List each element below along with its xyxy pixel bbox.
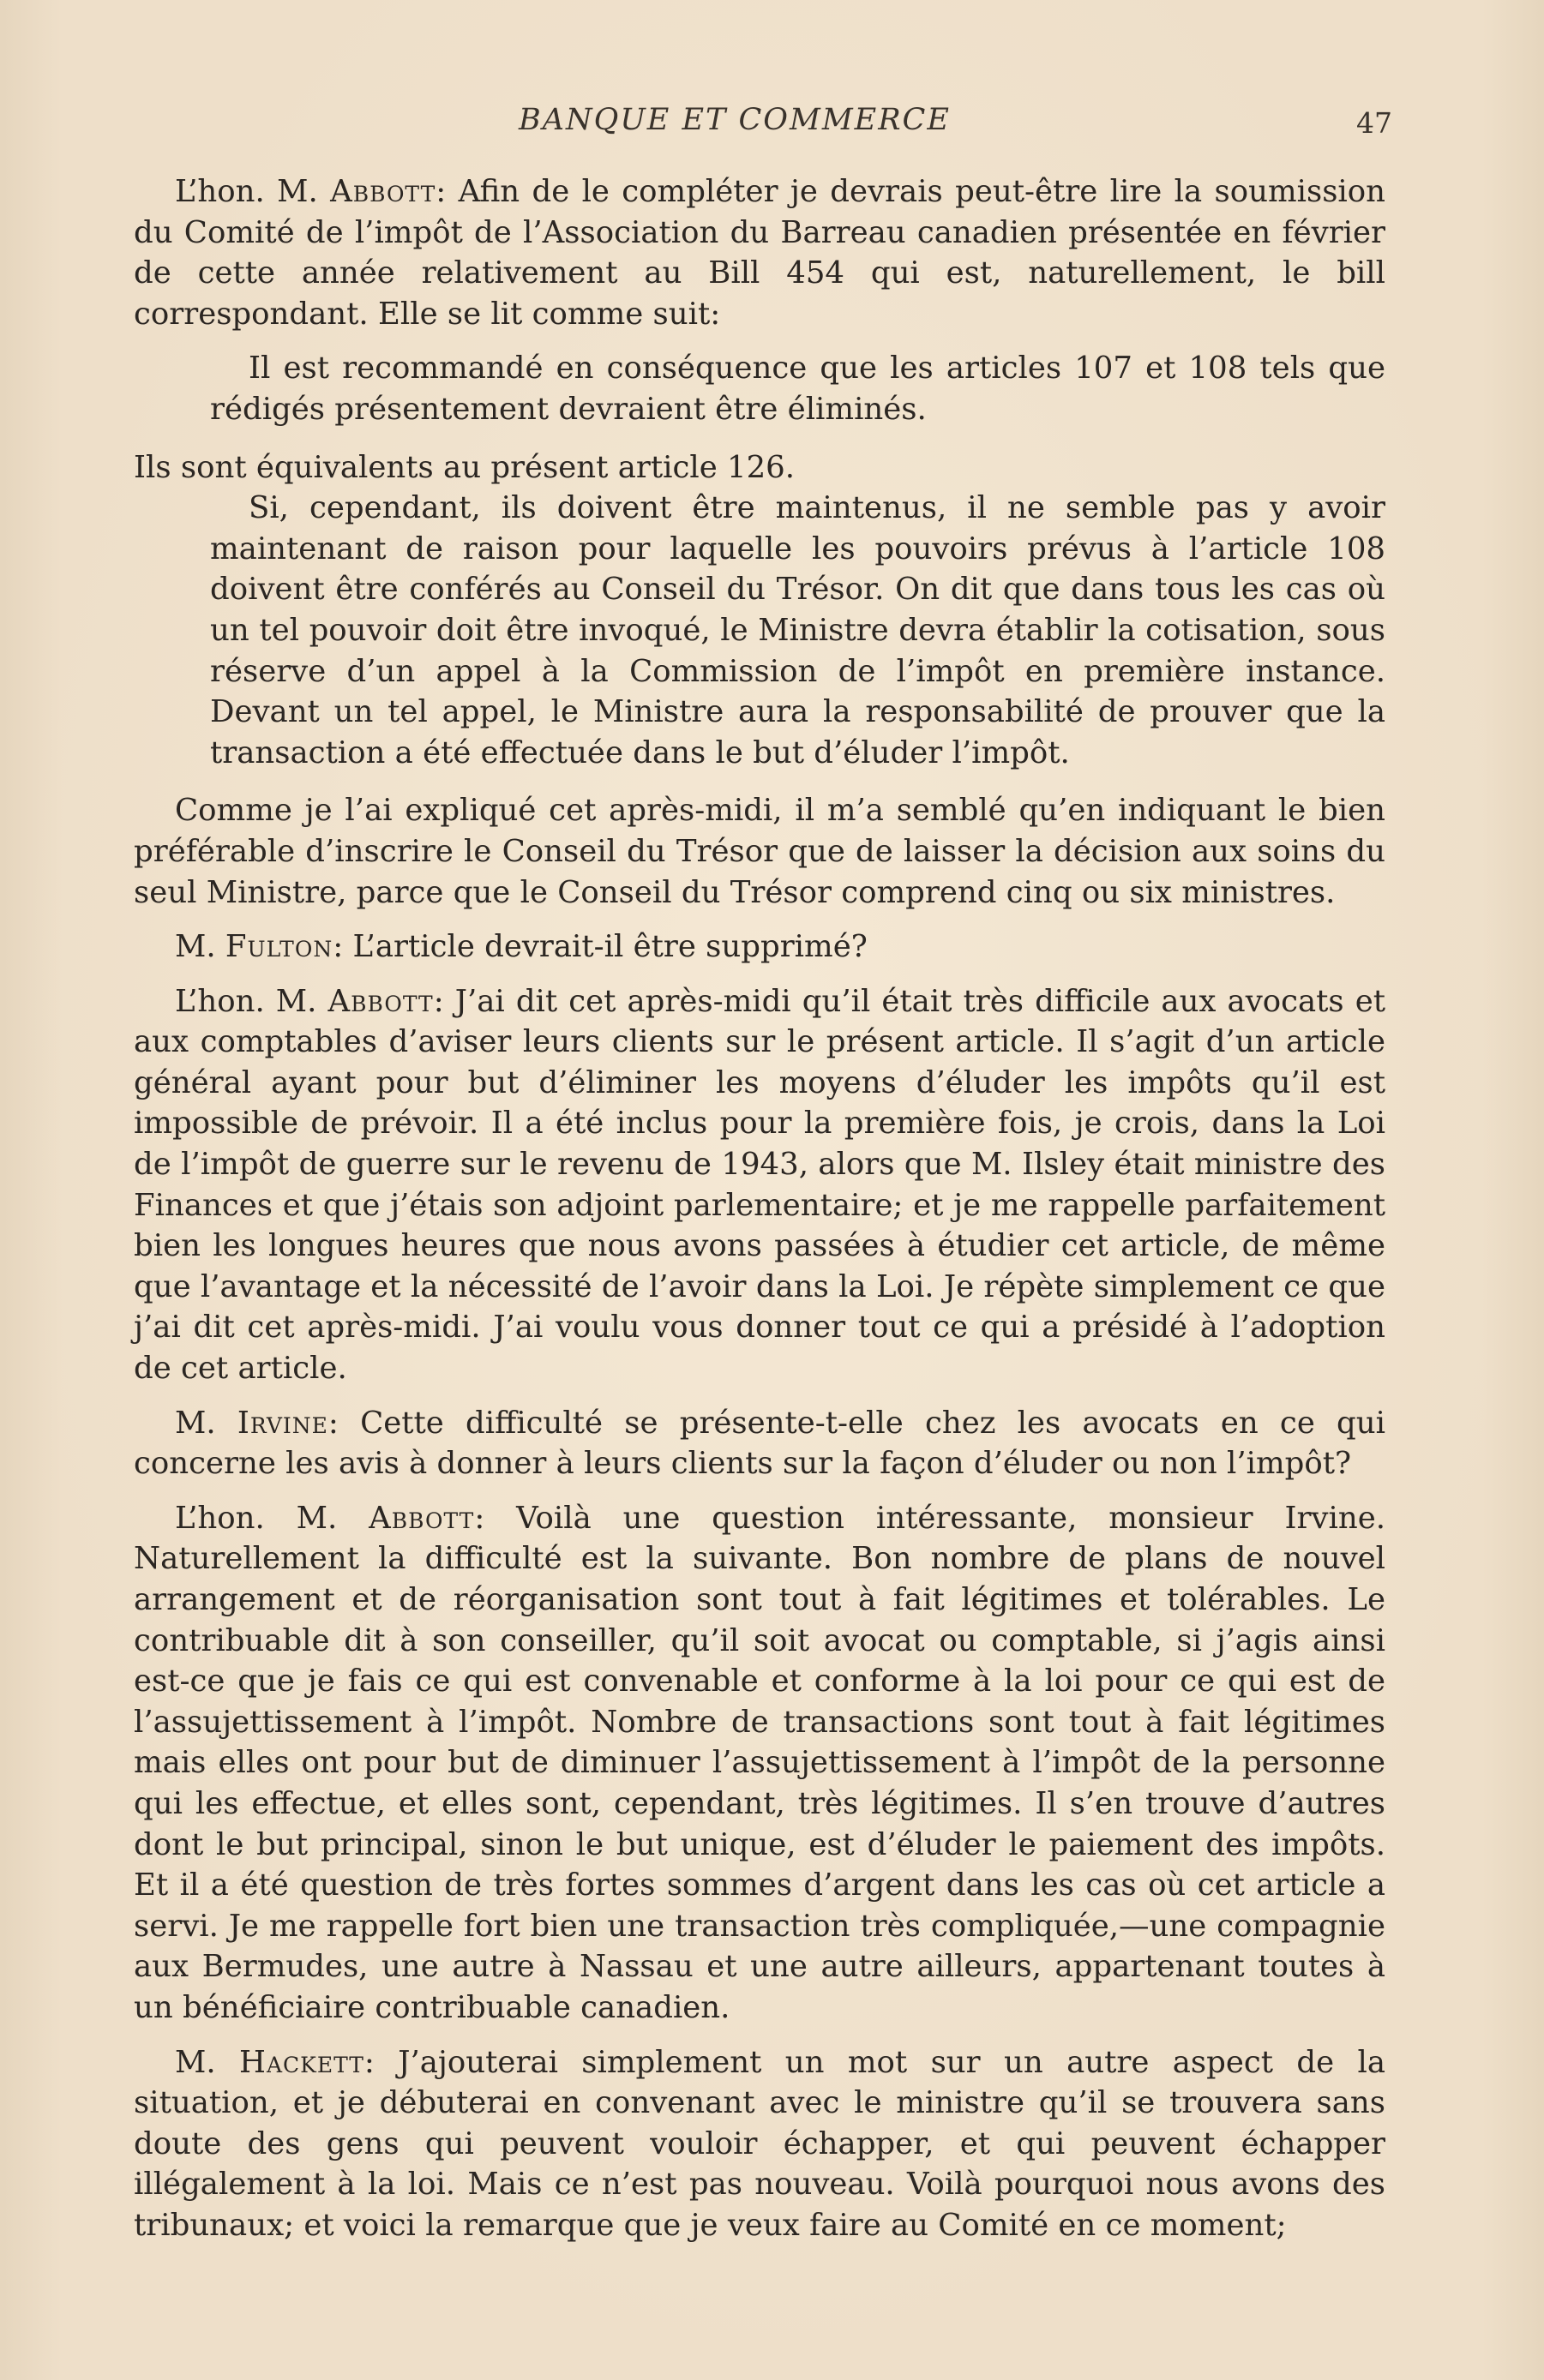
quoted-recommendation: Il est recommandé en conséquence que les articles 107 et 108 tels que rédigés présentement devraient être éliminés. [210,351,1385,427]
page-number: 47 [1356,106,1392,140]
paragraph-fulton [134,926,1385,968]
speaker-prefix: M. [175,929,225,965]
speaker-name: Hackett [239,2044,364,2080]
speaker-name: Abbott [369,1500,475,1536]
speaker-prefix: L’hon. M. [175,983,328,1019]
paragraph-abbott-3 [134,1498,1385,2029]
paragraph-text: : L’article devrait-il être supprimé? [333,929,868,965]
speaker-prefix: L’hon. M. [175,1500,369,1536]
speaker-name: Fulton [225,929,333,965]
running-title: BANQUE ET COMMERCE [519,103,951,137]
speaker-prefix: M. [175,2044,240,2080]
running-header [0,96,1544,147]
speaker-prefix: M. [175,1405,237,1441]
quoted-treasury-board: Si, cependant, ils doivent être maintenus, il ne semble pas y avoir maintenant de raison pour laquelle les pouvoirs prévus à l’article 108 doivent être conférés au Conseil du Trésor. On dit que dans tous les cas où un tel pouvoir doit être invoqué, le Ministre devra établir la cotisation, sous réserve d’un appel à la Commission de l’impôt en première instance. Devant un tel appel, le Ministre aura la responsabilité de prouver que la transaction a été effectuée dans le but d’éluder l’impôt. [210,490,1385,770]
text-body [134,171,1385,2246]
paragraph-text: : Voilà une question intéressante, monsieur Irvine. Naturellement la difficulté est la suivante. Bon nombre de plans de nouvel arrangement et de réorganisation sont tout à fait légitimes et tolérables. Le contribuable dit à son conseiller, qu’il soit avocat ou comptable, si j’agis ainsi est-ce que je fais ce qui est convenable et conforme à la loi pour ce qui est de l’assujettissement à l’impôt. Nombre de transactions sont tout à fait légitimes mais elles ont pour but de diminuer l’assujettissement à l’impôt de la personne qui les effectue, et elles sont, cependant, très légitimes. Il s’en trouve d’autres dont le but principal, sinon le but unique, est d’éluder le paiement des impôts. Et il a été question de très fortes sommes d’argent dans les cas où cet article a servi. Je me rappelle fort bien une transaction très compliquée,—une compagnie aux Bermudes, une autre à Nassau et une autre ailleurs, appartenant toutes à un bénéficiaire contribuable canadien. [134,1500,1385,2025]
paragraph-text: : J’ai dit cet après-midi qu’il était très difficile aux avocats et aux comptables d’aviser leurs clients sur le présent article. Il s’agit d’un article général ayant pour but d’éliminer les moyens d’éluder les impôts qu’il est impossible de prévoir. Il a été inclus pour la première fois, je crois, dans la Loi de l’impôt de guerre sur le revenu de 1943, alors que M. Ilsley était ministre des Finances et que j’étais son adjoint parlementaire; et je me rappelle parfaitement bien les longues heures que nous avons passées à étudier cet article, de même que l’avantage et la nécessité de l’avoir dans la Loi. Je répète simplement ce que j’ai dit cet après-midi. J’ai voulu vous donner tout ce qui a présidé à l’adoption de cet article. [134,983,1386,1387]
paragraph-abbott-2 [134,981,1385,1389]
speaker-name: Irvine [237,1405,328,1441]
speaker-name: Abbott [327,983,434,1019]
paragraph-equivalents: Ils sont équivalents au présent article 126. [134,449,796,485]
paragraph-abbott-1 [134,171,1385,334]
paragraph-text: : Afin de le compléter je devrais peut-être lire la soumission du Comité de l’impôt de l’Association du Barreau canadien présentée en février de cette année relativement au Bill 454 qui est, naturellement, le bill correspondant. Elle se lit comme suit: [134,174,1386,332]
paragraph-text: : J’ajouterai simplement un mot sur un autre aspect de la situation, et je débuterai en convenant avec le ministre qu’il se trouvera sans doute des gens qui peuvent vouloir échapper, et qui peuvent échapper illégalement à la loi. Mais ce n’est pas nouveau. Voilà pourquoi nous avons des tribunaux; et voici la remarque que je veux faire au Comité en ce moment; [134,2044,1385,2243]
paragraph-hackett [134,2042,1385,2246]
paragraph-irvine [134,1403,1385,1484]
paragraph-text: : Cette difficulté se présente-t-elle chez les avocats en ce qui concerne les avis à donner à leurs clients sur la façon d’éluder ou non l’impôt? [134,1405,1385,1482]
paragraph-explanation: Comme je l’ai expliqué cet après-midi, il m’a semblé qu’en indiquant le bien préférable d’inscrire le Conseil du Trésor que de laisser la décision aux soins du seul Ministre, parce que le Conseil du Trésor comprend cinq ou six ministres. [134,793,1385,910]
speaker-prefix: L’hon. M. [175,174,331,209]
speaker-name: Abbott [330,174,436,209]
